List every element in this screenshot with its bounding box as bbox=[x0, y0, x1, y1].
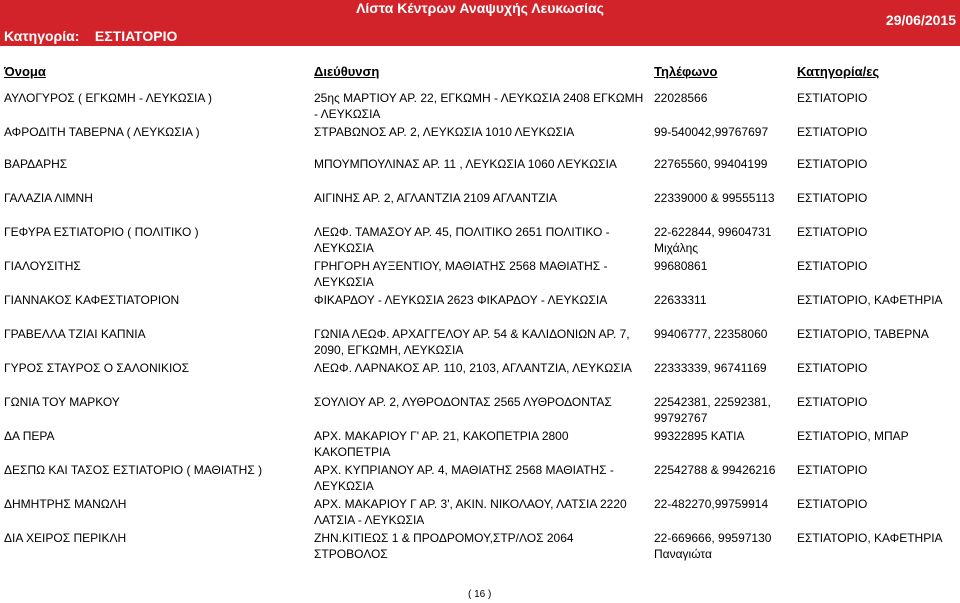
row-phone: 22765560, 99404199 bbox=[654, 157, 768, 171]
row-address: ΜΠΟΥΜΠΟΥΛΙΝΑΣ ΑΡ. 11 , ΛΕΥΚΩΣΙΑ 1060 ΛΕΥΚΩΣΙΑ bbox=[314, 157, 617, 171]
row-category: ΕΣΤΙΑΤΟΡΙΟ bbox=[797, 125, 868, 139]
column-header-category: Κατηγορία/ες bbox=[797, 64, 880, 79]
row-category: ΕΣΤΙΑΤΟΡΙΟ bbox=[797, 157, 868, 171]
column-header-phone: Τηλέφωνο bbox=[654, 64, 718, 79]
row-name: ΓΕΦΥΡΑ ΕΣΤΙΑΤΟΡΙΟ ( ΠΟΛΙΤΙΚΟ ) bbox=[4, 225, 199, 239]
row-phone: 99-540042,99767697 bbox=[654, 125, 769, 139]
row-address: ΛΕΩΦ. ΛΑΡΝΑΚΟΣ ΑΡ. 110, 2103, ΑΓΛΑΝΤΖΙΑ, ΛΕΥΚΩΣΙΑ bbox=[314, 361, 632, 375]
row-address: ΑΡΧ. ΚΥΠΡΙΑΝΟΥ ΑΡ. 4, ΜΑΘΙΑΤΗΣ 2568 ΜΑΘΙΑΤΗΣ - ΛΕΥΚΩΣΙΑ bbox=[314, 463, 614, 493]
row-category: ΕΣΤΙΑΤΟΡΙΟ bbox=[797, 395, 868, 409]
row-category: ΕΣΤΙΑΤΟΡΙΟ bbox=[797, 259, 868, 273]
row-address: ΑΡΧ. ΜΑΚΑΡΙΟΥ Γ' ΑΡ. 21, ΚΑΚΟΠΕΤΡΙΑ 2800 ΚΑΚΟΠΕΤΡΙΑ bbox=[314, 429, 569, 459]
row-address: ΣΟΥΛΙΟΥ ΑΡ. 2, ΛΥΘΡΟΔΟΝΤΑΣ 2565 ΛΥΘΡΟΔΟΝΤΑΣ bbox=[314, 395, 612, 409]
row-phone: 99322895 ΚΑΤΙΑ bbox=[654, 429, 745, 443]
row-name: ΓΙΑΝΝΑΚΟΣ ΚΑΦΕΣΤΙΑΤΟΡΙΟΝ bbox=[4, 293, 180, 307]
row-phone: 99406777, 22358060 bbox=[654, 327, 768, 341]
row-phone: 22-482270,99759914 bbox=[654, 497, 769, 511]
row-address: ΑΙΓΙΝΗΣ ΑΡ. 2, ΑΓΛΑΝΤΖΙΑ 2109 ΑΓΛΑΝΤΖΙΑ bbox=[314, 191, 557, 205]
row-category: ΕΣΤΙΑΤΟΡΙΟ, ΚΑΦΕΤΗΡΙΑ bbox=[797, 293, 943, 307]
row-name: ΓΡΑΒΕΛΛΑ ΤΖΙΑΙ ΚΑΠΝΙΑ bbox=[4, 327, 146, 341]
row-category: ΕΣΤΙΑΤΟΡΙΟ, ΜΠΑΡ bbox=[797, 429, 909, 443]
row-name: ΓΙΑΛΟΥΣΙΤΗΣ bbox=[4, 259, 81, 273]
row-address: ΣΤΡΑΒΩΝΟΣ ΑΡ. 2, ΛΕΥΚΩΣΙΑ 1010 ΛΕΥΚΩΣΙΑ bbox=[314, 125, 575, 139]
report-date: 29/06/2015 bbox=[885, 12, 956, 28]
row-address: ΖΗΝ.ΚΙΤΙΕΩΣ 1 & ΠΡΟΔΡΟΜΟΥ,ΣΤΡ/ΛΟΣ 2064 ΣΤΡΟΒΟΛΟΣ bbox=[314, 531, 574, 561]
row-category: ΕΣΤΙΑΤΟΡΙΟ bbox=[797, 91, 868, 105]
category-label: Κατηγορία: bbox=[4, 28, 80, 44]
row-name: ΓΑΛΑΖΙΑ ΛΙΜΝΗ bbox=[4, 191, 93, 205]
row-category: ΕΣΤΙΑΤΟΡΙΟ bbox=[797, 191, 868, 205]
row-address: 25ης ΜΑΡΤΙΟΥ ΑΡ. 22, ΕΓΚΩΜΗ - ΛΕΥΚΩΣΙΑ 2408 ΕΓΚΩΜΗ - ΛΕΥΚΩΣΙΑ bbox=[314, 91, 644, 121]
row-name: ΑΥΛΟΓΥΡΟΣ ( ΕΓΚΩΜΗ - ΛΕΥΚΩΣΙΑ ) bbox=[4, 91, 213, 105]
row-category: ΕΣΤΙΑΤΟΡΙΟ bbox=[797, 225, 868, 239]
row-name: ΔΗΜΗΤΡΗΣ ΜΑΝΩΛΗ bbox=[4, 497, 127, 511]
row-name: ΔΕΣΠΩ ΚΑΙ ΤΑΣΟΣ ΕΣΤΙΑΤΟΡΙΟ ( ΜΑΘΙΑΤΗΣ ) bbox=[4, 463, 263, 477]
column-header-name: Όνομα bbox=[4, 64, 46, 79]
page-number: ( 16 ) bbox=[468, 589, 492, 600]
row-phone: 22339000 & 99555113 bbox=[654, 191, 775, 205]
row-name: ΔΙΑ ΧΕΙΡΟΣ ΠΕΡΙΚΛΗ bbox=[4, 531, 127, 545]
row-name: ΑΦΡΟΔΙΤΗ ΤΑΒΕΡΝΑ ( ΛΕΥΚΩΣΙΑ ) bbox=[4, 125, 200, 139]
row-name: ΓΥΡΟΣ ΣΤΑΥΡΟΣ Ο ΣΑΛΟΝΙΚΙΟΣ bbox=[4, 361, 190, 375]
row-phone: 22542788 & 99426216 bbox=[654, 463, 776, 477]
row-phone: 22633311 bbox=[654, 293, 707, 307]
row-name: ΒΑΡΔΑΡΗΣ bbox=[4, 157, 68, 171]
row-address: ΦΙΚΑΡΔΟΥ - ΛΕΥΚΩΣΙΑ 2623 ΦΙΚΑΡΔΟΥ - ΛΕΥΚΩΣΙΑ bbox=[314, 293, 608, 307]
category-filter bbox=[4, 28, 177, 44]
category-value: ΕΣΤΙΑΤΟΡΙΟ bbox=[94, 28, 178, 44]
report-header bbox=[0, 0, 960, 46]
row-phone: 22-622844, 99604731 Μιχάλης bbox=[654, 225, 772, 255]
row-phone: 22542381, 22592381, 99792767 bbox=[654, 395, 771, 425]
row-phone: 22333339, 96741169 bbox=[654, 361, 767, 375]
column-header-address: Διεύθυνση bbox=[314, 64, 380, 79]
row-address: ΓΡΗΓΟΡΗ ΑΥΞΕΝΤΙΟΥ, ΜΑΘΙΑΤΗΣ 2568 ΜΑΘΙΑΤΗΣ - ΛΕΥΚΩΣΙΑ bbox=[314, 259, 608, 289]
row-phone: 99680861 bbox=[654, 259, 708, 273]
row-phone: 22028566 bbox=[654, 91, 708, 105]
row-address: ΛΕΩΦ. ΤΑΜΑΣΟΥ ΑΡ. 45, ΠΟΛΙΤΙΚΟ 2651 ΠΟΛΙΤΙΚΟ - ΛΕΥΚΩΣΙΑ bbox=[314, 225, 610, 255]
row-name: ΔΑ ΠΕΡΑ bbox=[4, 429, 55, 443]
row-name: ΓΩΝΙΑ ΤΟΥ ΜΑΡΚΟΥ bbox=[4, 395, 120, 409]
row-address: ΓΩΝΙΑ ΛΕΩΦ. ΑΡΧΑΓΓΕΛΟΥ ΑΡ. 54 & ΚΑΛΙΔΟΝΙΩΝ ΑΡ. 7, 2090, ΕΓΚΩΜΗ, ΛΕΥΚΩΣΙΑ bbox=[314, 327, 630, 357]
row-phone: 22-669666, 99597130 Παναγιώτα bbox=[654, 531, 772, 561]
row-address: ΑΡΧ. ΜΑΚΑΡΙΟΥ Γ ΑΡ. 3', ΑΚΙΝ. ΝΙΚΟΛΑΟΥ, ΛΑΤΣΙΑ 2220 ΛΑΤΣΙΑ - ΛΕΥΚΩΣΙΑ bbox=[314, 497, 627, 527]
row-category: ΕΣΤΙΑΤΟΡΙΟ bbox=[797, 497, 868, 511]
row-category: ΕΣΤΙΑΤΟΡΙΟ, ΤΑΒΕΡΝΑ bbox=[797, 327, 929, 341]
row-category: ΕΣΤΙΑΤΟΡΙΟ bbox=[797, 361, 868, 375]
report-title: Λίστα Κέντρων Αναψυχής Λευκωσίας bbox=[356, 0, 604, 16]
row-category: ΕΣΤΙΑΤΟΡΙΟ bbox=[797, 463, 868, 477]
row-category: ΕΣΤΙΑΤΟΡΙΟ, ΚΑΦΕΤΗΡΙΑ bbox=[797, 531, 943, 545]
